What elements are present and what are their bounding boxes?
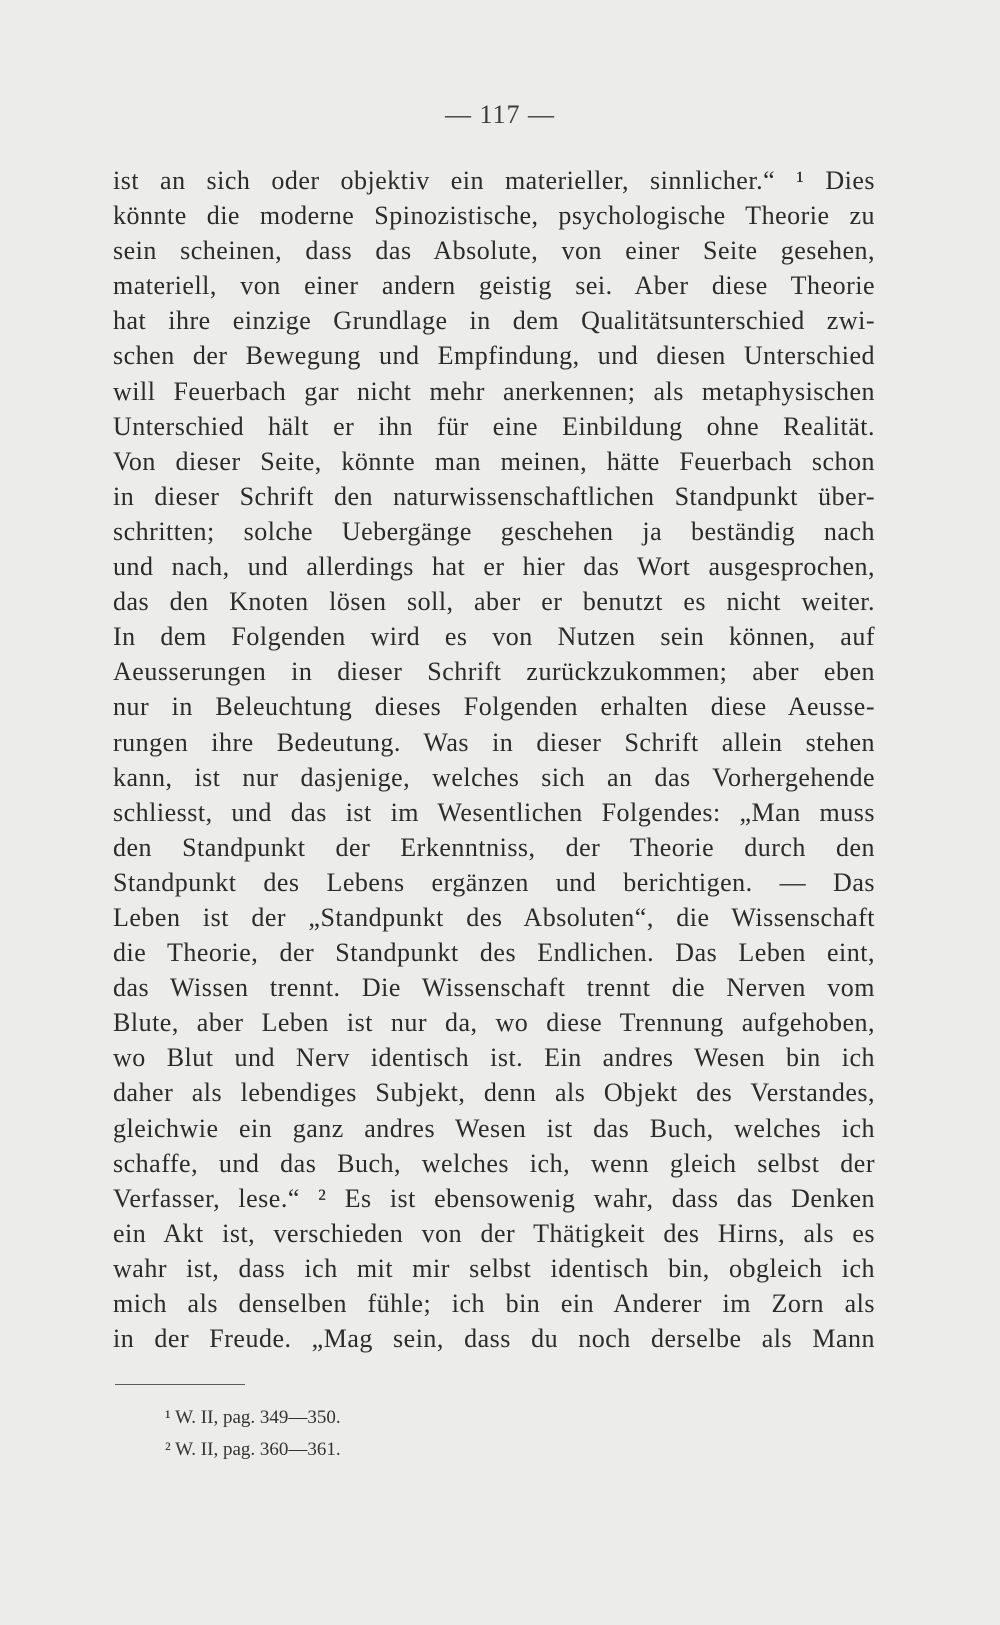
text-line: Leben ist der „Standpunkt des Absoluten“, die Wissenschaft	[113, 902, 875, 932]
text-line: in der Freude. „Mag sein, dass du noch derselbe als Mann	[113, 1324, 875, 1354]
text-line: gleichwie ein ganz andres Wesen ist das Buch, welches ich	[113, 1113, 875, 1143]
text-line: schaffe, und das Buch, welches ich, wenn gleich selbst der	[113, 1148, 875, 1178]
text-line: daher als lebendiges Subjekt, denn als Objekt des Verstandes,	[113, 1078, 875, 1108]
footnote-divider	[115, 1384, 245, 1385]
text-line: hat ihre einzige Grundlage in dem Qualitätsunterschied zwi-	[113, 306, 875, 336]
text-line: kann, ist nur dasjenige, welches sich an das Vorhergehende	[113, 762, 875, 792]
footnotes	[165, 1402, 341, 1466]
text-line: könnte die moderne Spinozistische, psychologische Theorie zu	[113, 201, 875, 231]
text-line: Standpunkt des Lebens ergänzen und berichtigen. — Das	[113, 867, 875, 897]
text-line: mich als denselben fühle; ich bin ein Anderer im Zorn als	[113, 1289, 875, 1318]
text-line: wo Blut und Nerv identisch ist. Ein andres Wesen bin ich	[113, 1043, 875, 1073]
text-line: Aeusserungen in dieser Schrift zurückzukommen; aber eben	[113, 657, 875, 687]
text-line: materiell, von einer andern geistig sei. Aber diese Theorie	[113, 271, 875, 301]
text-line: ein Akt ist, verschieden von der Thätigkeit des Hirns, als es	[113, 1218, 875, 1248]
text-line: ist an sich oder objektiv ein materieller, sinnlicher.“ ¹ Dies	[113, 166, 875, 195]
text-line: schen der Bewegung und Empfindung, und diesen Unterschied	[113, 341, 875, 371]
text-line: rungen ihre Bedeutung. Was in dieser Schrift allein stehen	[113, 727, 875, 757]
text-line: in dieser Schrift den naturwissenschaftlichen Standpunkt über-	[113, 481, 875, 511]
footnote: ² W. II, pag. 360—361.	[165, 1439, 341, 1460]
text-line: schritten; solche Uebergänge geschehen ja beständig nach	[113, 516, 875, 546]
text-line: das den Knoten lösen soll, aber er benutzt es nicht weiter.	[113, 587, 875, 617]
page-number-header: — 117 —	[444, 100, 556, 129]
text-line: und nach, und allerdings hat er hier das Wort ausgesprochen,	[113, 552, 875, 582]
body-text	[113, 163, 875, 1356]
text-line: Verfasser, lese.“ ² Es ist ebensowenig wahr, dass das Denken	[113, 1183, 875, 1213]
text-line: Unterschied hält er ihn für eine Einbildung ohne Realität.	[113, 411, 875, 441]
text-line: die Theorie, der Standpunkt des Endlichen. Das Leben eint,	[113, 938, 875, 968]
text-line: In dem Folgenden wird es von Nutzen sein können, auf	[113, 622, 875, 652]
footnote: ¹ W. II, pag. 349—350.	[165, 1407, 341, 1428]
text-line: sein scheinen, dass das Absolute, von einer Seite gesehen,	[113, 236, 875, 266]
text-line: Von dieser Seite, könnte man meinen, hätte Feuerbach schon	[113, 446, 875, 476]
text-line: nur in Beleuchtung dieses Folgenden erhalten diese Aeusse-	[113, 692, 875, 722]
text-line: wahr ist, dass ich mit mir selbst identisch bin, obgleich ich	[113, 1253, 875, 1283]
text-line: will Feuerbach gar nicht mehr anerkennen; als metaphysischen	[113, 376, 875, 406]
text-line: das Wissen trennt. Die Wissenschaft trennt die Nerven vom	[113, 973, 875, 1003]
text-line: den Standpunkt der Erkenntniss, der Theorie durch den	[113, 832, 875, 862]
text-line: schliesst, und das ist im Wesentlichen Folgendes: „Man muss	[113, 797, 875, 827]
text-line: Blute, aber Leben ist nur da, wo diese Trennung aufgehoben,	[113, 1008, 875, 1038]
